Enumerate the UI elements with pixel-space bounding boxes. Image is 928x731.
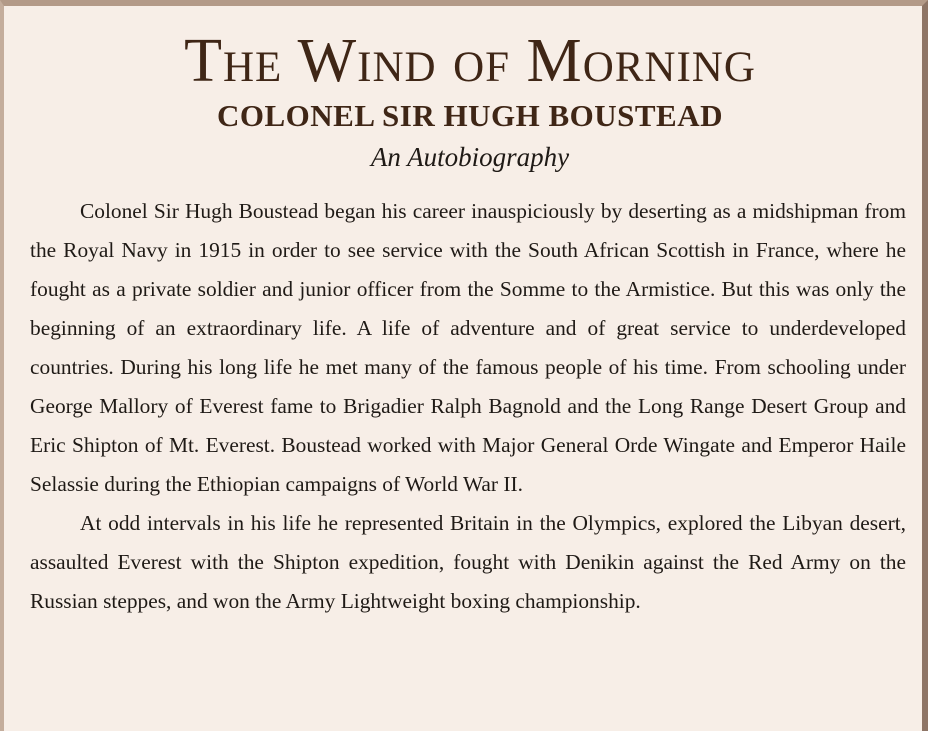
book-subtitle: An Autobiography (370, 142, 570, 172)
author-name: COLONEL SIR HUGH BOUSTEAD (216, 98, 724, 133)
blurb-paragraph-2: At odd intervals in his life he represented Britain in the Olympics, explored the Libyan desert, assaulted Everest with the Shipton expedition, fought with Denikin against the Red Army on the Russian steppes, and won the Army Lightweight boxing championship. (30, 511, 906, 613)
book-title: The Wind of Morning (184, 27, 756, 95)
blurb-paragraph-1: Colonel Sir Hugh Boustead began his career inauspiciously by deserting as a midshipman from the Royal Navy in 1915 in order to see service with the South African Scottish in France, where he fought as a private soldier and junior officer from the Somme to the Armistice. But this was only the beginning of an extraordinary life. A life of adventure and of great service to underdeveloped countries. During his long life he met many of the famous people of his time. From schooling under George Mallory of Everest fame to Brigadier Ralph Bagnold and the Long Range Desert Group and Eric Shipton of Mt. Everest. Boustead worked with Major General Orde Wingate and Emperor Haile Selassie during the Ethiopian campaigns of World War II. (30, 199, 906, 496)
blurb-body (30, 192, 906, 621)
jacket-text-block (30, 28, 910, 621)
